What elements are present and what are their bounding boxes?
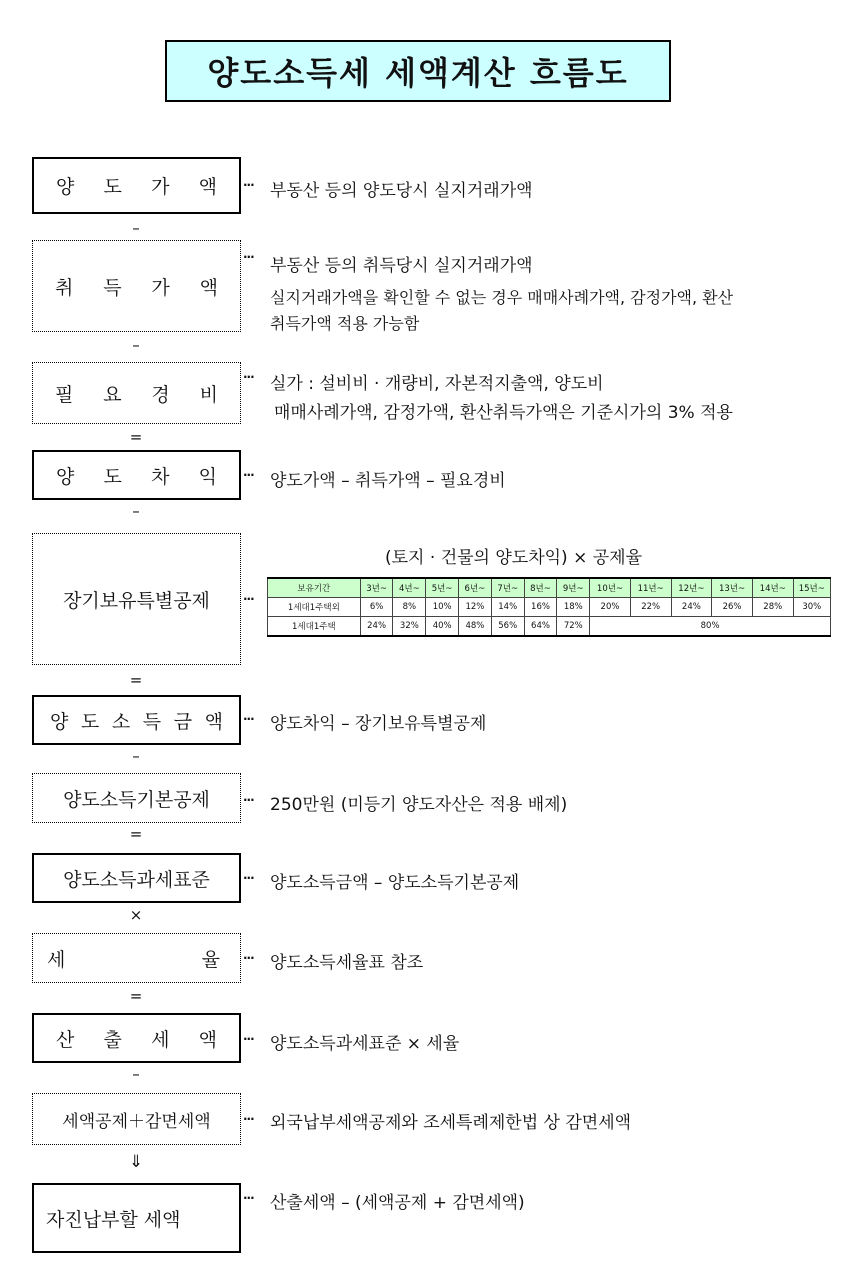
- table-cell: 11년~: [630, 578, 671, 598]
- table-cell: 9년~: [557, 578, 590, 598]
- table-cell: 22%: [630, 598, 671, 617]
- step-long-term-deduction: 장기보유특별공제: [32, 533, 241, 665]
- table-cell: 5년~: [426, 578, 459, 598]
- operator-equals: =: [129, 671, 143, 689]
- step-desc: 양도차익 – 장기보유특별공제: [270, 714, 487, 734]
- table-cell: 20%: [590, 598, 631, 617]
- step-label-char: 액: [198, 176, 217, 198]
- ellipsis-icon: ···: [243, 468, 254, 482]
- step-label-char: 소: [111, 710, 131, 733]
- table-cell: 56%: [491, 617, 524, 637]
- operator-times: ×: [129, 906, 143, 924]
- table-cell: 4년~: [393, 578, 426, 598]
- step-desc: 부동산 등의 취득당시 실지거래가액: [270, 256, 533, 276]
- table-cell: 18%: [557, 598, 590, 617]
- ellipsis-icon: ···: [243, 592, 254, 606]
- step-label-char: 차: [151, 465, 170, 488]
- step-label-char: 필: [55, 383, 74, 406]
- step-calculated-tax: [32, 1013, 241, 1063]
- table-header-row: [268, 578, 831, 598]
- table-cell: 26%: [712, 598, 753, 617]
- ellipsis-icon: ···: [243, 1032, 254, 1046]
- ellipsis-icon: ···: [243, 951, 254, 965]
- step-payable-tax: 자진납부할 세액: [32, 1183, 241, 1253]
- ellipsis-icon: ···: [243, 178, 254, 192]
- step-basic-deduction: 양도소득기본공제: [32, 773, 241, 823]
- ellipsis-icon: ···: [243, 370, 254, 384]
- step-label-char: 요: [103, 383, 122, 406]
- operator-equals: =: [129, 428, 143, 446]
- page-title: 양도소득세 세액계산 흐름도: [165, 40, 671, 102]
- down-arrow-icon: ⇓: [128, 1152, 144, 1172]
- table-cell: 40%: [426, 617, 459, 637]
- operator-equals: =: [129, 825, 143, 843]
- ellipsis-icon: ···: [243, 793, 254, 807]
- table-cell: 48%: [459, 617, 492, 637]
- operator-equals: =: [129, 987, 143, 1005]
- step-label-char: 가: [151, 176, 170, 198]
- table-cell: 14%: [491, 598, 524, 617]
- step-label-char: 율: [201, 948, 220, 971]
- step-tax-rate: [32, 933, 241, 983]
- step-desc: 양도가액 – 취득가액 – 필요경비: [270, 471, 506, 491]
- step-capital-gain: [32, 450, 241, 500]
- ellipsis-icon: ···: [243, 1112, 254, 1126]
- step-desc: 양도소득과세표준 × 세율: [270, 1034, 460, 1054]
- step-label-char: 도: [103, 176, 122, 198]
- table-cell: 7년~: [491, 578, 524, 598]
- table-cell: 13년~: [712, 578, 753, 598]
- table-cell: 10%: [426, 598, 459, 617]
- step-label-char: 양: [56, 176, 75, 198]
- table-cell: 64%: [524, 617, 557, 637]
- step-label-char: 출: [103, 1028, 122, 1051]
- ellipsis-icon: ···: [243, 250, 254, 264]
- table-cell: 8년~: [524, 578, 557, 598]
- step-desc: 산출세액 – (세액공제 + 감면세액): [270, 1193, 525, 1213]
- operator-minus: –: [132, 502, 140, 520]
- table-cell: 12%: [459, 598, 492, 617]
- step-label-char: 양: [56, 465, 75, 488]
- table-cell: 28%: [752, 598, 793, 617]
- step-desc: 양도소득금액 – 양도소득기본공제: [270, 873, 520, 893]
- ellipsis-icon: ···: [243, 712, 254, 726]
- step-transfer-price: [32, 157, 241, 214]
- table-cell: 30%: [793, 598, 830, 617]
- step-label-char: 비: [199, 383, 218, 406]
- step-label-char: 금: [173, 710, 193, 733]
- step-label-char: 액: [198, 1028, 217, 1051]
- step-desc: 250만원 (미등기 양도자산은 적용 배제): [270, 795, 568, 815]
- step-label-char: 경: [151, 383, 170, 406]
- table-cell: 16%: [524, 598, 557, 617]
- table-cell: 1세대1주택외: [268, 598, 361, 617]
- step-label-char: 세: [151, 1028, 170, 1051]
- step-label-char: 양: [50, 710, 69, 733]
- table-cell: 15년~: [793, 578, 830, 598]
- step-acquisition-price: [32, 240, 241, 332]
- step-label-char: 액: [204, 710, 223, 733]
- operator-minus: –: [132, 336, 140, 354]
- operator-minus: –: [132, 1065, 140, 1083]
- table-cell: 3년~: [360, 578, 393, 598]
- step-label-char: 득: [103, 276, 122, 299]
- table-cell: 보유기간: [268, 578, 361, 598]
- table-cell: 24%: [360, 617, 393, 637]
- table-cell: 72%: [557, 617, 590, 637]
- ellipsis-icon: ···: [243, 871, 254, 885]
- step-label-char: 취: [55, 276, 74, 299]
- step-label-char: 액: [199, 276, 218, 299]
- table-cell: 10년~: [590, 578, 631, 598]
- step-transfer-income: [32, 695, 241, 745]
- step-label-char: 도: [80, 710, 100, 733]
- table-cell: 24%: [671, 598, 712, 617]
- operator-minus: –: [132, 219, 140, 237]
- step-desc: 취득가액 적용 가능함: [270, 314, 420, 333]
- step-label-char: 득: [142, 710, 162, 733]
- step-desc: 실가 : 설비비 · 개량비, 자본적지출액, 양도비: [270, 374, 604, 394]
- table-cell: 8%: [393, 598, 426, 617]
- deduction-formula: (토지 · 건물의 양도차익) × 공제율: [385, 548, 642, 568]
- step-desc: 매매사례가액, 감정가액, 환산취득가액은 기준시가의 3% 적용: [274, 403, 733, 423]
- step-desc: 외국납부세액공제와 조세특례제한법 상 감면세액: [270, 1113, 632, 1133]
- table-cell: 12년~: [671, 578, 712, 598]
- step-necessary-expenses: [32, 362, 241, 424]
- deduction-rate-table: [267, 577, 831, 637]
- operator-minus: –: [132, 747, 140, 765]
- table-row: [268, 617, 831, 637]
- step-label-char: 산: [56, 1028, 75, 1051]
- table-cell: 32%: [393, 617, 426, 637]
- step-label-char: 익: [198, 465, 217, 488]
- table-cell: 6%: [360, 598, 393, 617]
- step-label-char: 가: [151, 276, 170, 299]
- step-credits-reductions: 세액공제＋감면세액: [32, 1093, 241, 1145]
- step-tax-base: 양도소득과세표준: [32, 853, 241, 903]
- table-row: [268, 598, 831, 617]
- step-desc: 실지거래가액을 확인할 수 없는 경우 매매사례가액, 감정가액, 환산: [270, 288, 734, 307]
- table-cell: 14년~: [752, 578, 793, 598]
- step-desc: 부동산 등의 양도당시 실지거래가액: [270, 181, 533, 201]
- table-cell: 1세대1주택: [268, 617, 361, 637]
- step-label-char: 도: [103, 465, 122, 488]
- table-cell: 6년~: [459, 578, 492, 598]
- step-desc: 양도소득세율표 참조: [270, 953, 424, 973]
- step-label-char: 세: [47, 948, 66, 971]
- table-cell: 80%: [590, 617, 831, 637]
- ellipsis-icon: ···: [243, 1191, 254, 1205]
